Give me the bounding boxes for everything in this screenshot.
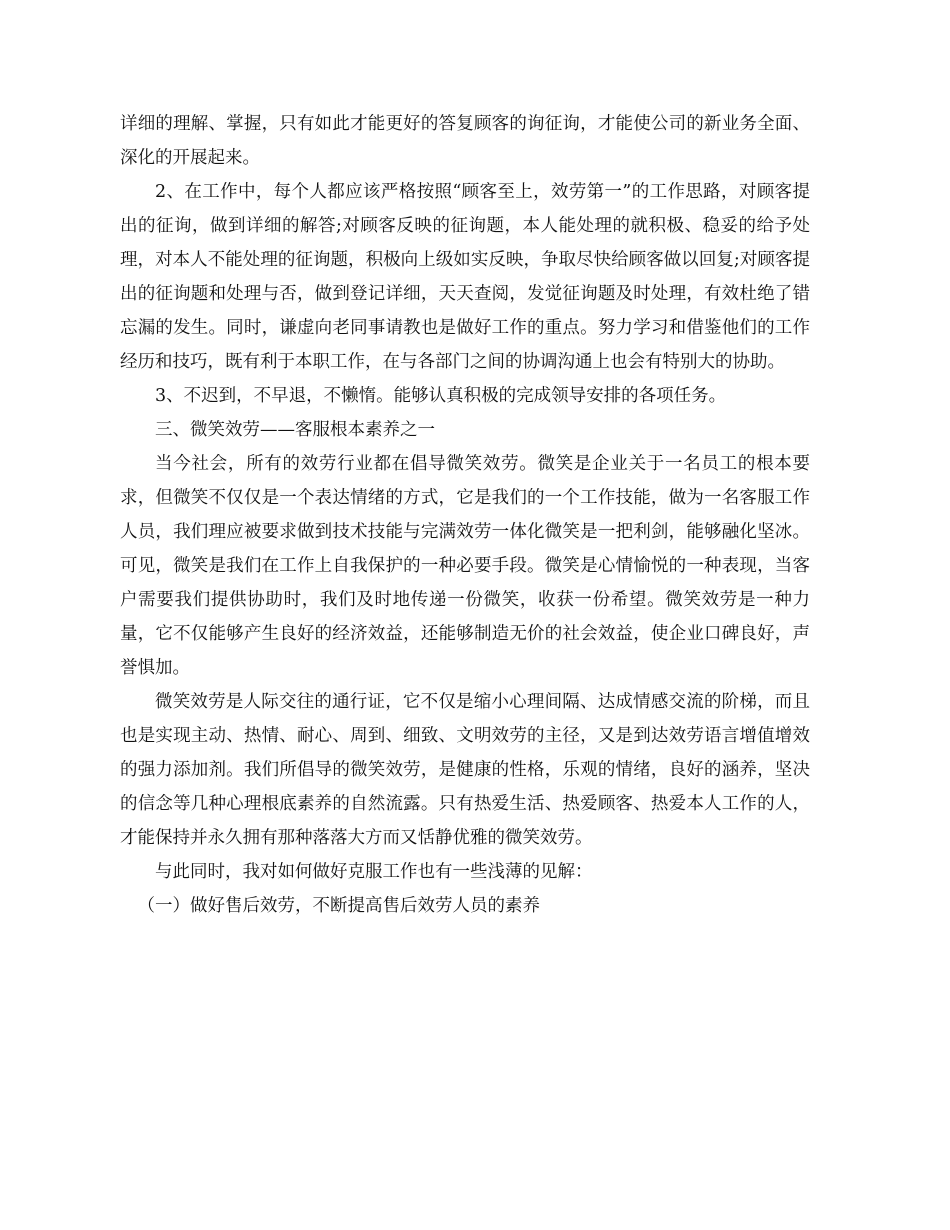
paragraph-smile-service-2: 微笑效劳是人际交往的通行证，它不仅是缩小心理间隔、达成情感交流的阶梯，而且也是实现主动、热情、耐心、周到、细致、文明效劳的主径，又是到达效劳语言增值增效的强力添加剂。我们所倡导的微笑效劳，是健康的性格，乐观的情绪，良好的涵养，坚决的信念等几种心理根底素养的自然流露。只有热爱生活、热爱顾客、热爱本人工作的人，才能保持并永久拥有那种落落大方而又恬静优雅的微笑效劳。 bbox=[120, 692, 810, 848]
paragraph-item-2: 2、在工作中，每个人都应该严格按照“顾客至上，效劳第一”的工作思路，对顾客提出的征询，做到详细的解答;对顾客反映的征询题，本人能处理的就积极、稳妥的给予处理，对本人不能处理的征询题，积极向上级如实反映，争取尽快给顾客做以回复;对顾客提出的征询题和处理与否，做到登记详细，天天查阅，发觉征询题及时处理，有效杜绝了错忘漏的发生。同时，谦虚向老同事请教也是做好工作的重点。努力学习和借鉴他们的工作经历和技巧，既有利于本职工作，在与各部门之间的协调沟通上也会有特别大的协助。 bbox=[120, 182, 810, 372]
paragraph-opinion-intro: 与此同时，我对如何做好克服工作也有一些浅薄的见解： bbox=[155, 862, 593, 882]
paragraph-continuation: 详细的理解、掌握，只有如此才能更好的答复顾客的询征询，才能使公司的新业务全面、深化的开展起来。 bbox=[120, 114, 810, 168]
section-heading-3: 三、微笑效劳——客服根本素养之一 bbox=[155, 420, 435, 440]
subheading-after-sales: （一）做好售后效劳，不断提高售后效劳人员的素养 bbox=[137, 896, 540, 916]
paragraph-item-3: 3、不迟到，不早退，不懒惰。能够认真积极的完成领导安排的各项任务。 bbox=[155, 386, 727, 406]
paragraph-smile-service-1: 当今社会，所有的效劳行业都在倡导微笑效劳。微笑是企业关于一名员工的根本要求，但微笑不仅仅是一个表达情绪的方式，它是我们的一个工作技能，做为一名客服工作人员，我们理应被要求做到技术技能与完满效劳一体化微笑是一把利剑，能够融化坚冰。可见，微笑是我们在工作上自我保护的一种必要手段。微笑是心情愉悦的一种表现，当客户需要我们提供协助时，我们及时地传递一份微笑，收获一份希望。微笑效劳是一种力量，它不仅能够产生良好的经济效益，还能够制造无价的社会效益，使企业口碑良好，声誉惧加。 bbox=[120, 454, 810, 678]
document-body bbox=[120, 107, 810, 923]
